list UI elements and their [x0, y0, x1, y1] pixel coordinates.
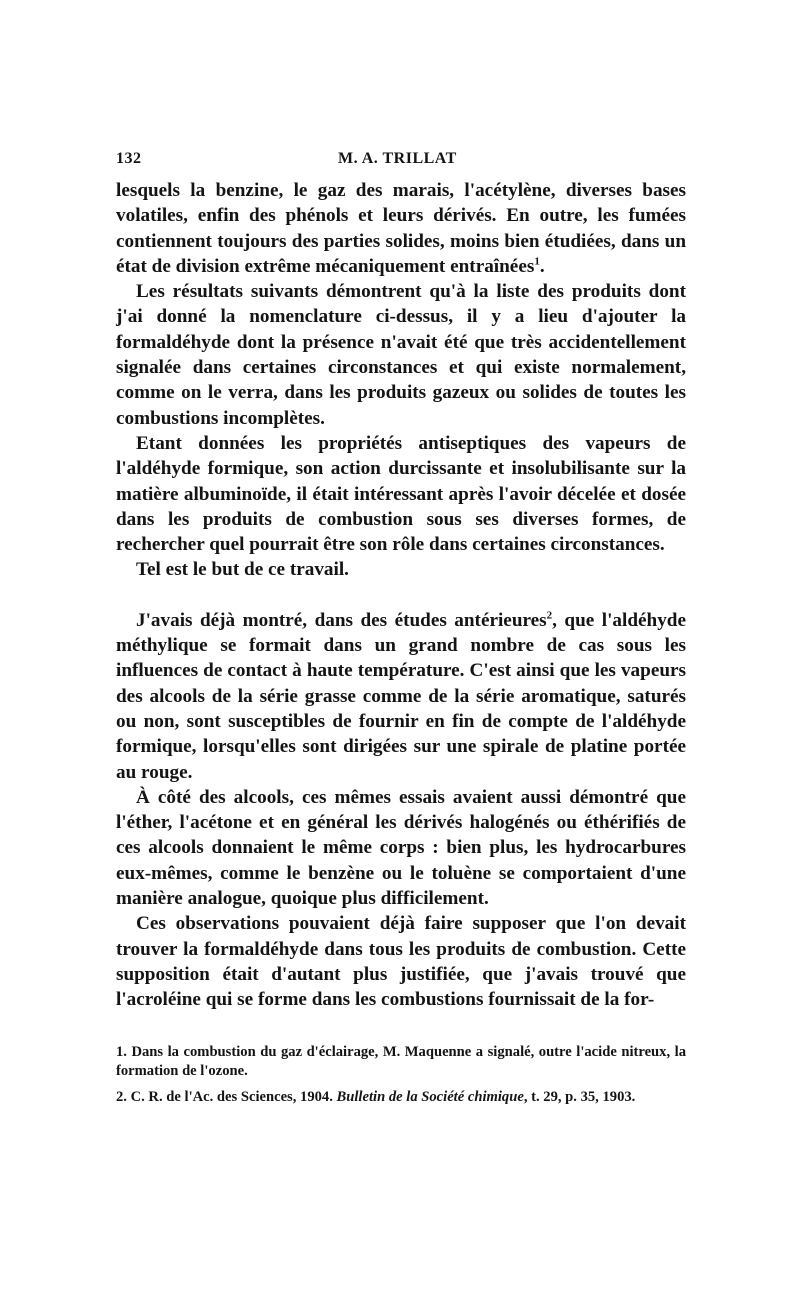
- paragraph-1-end: .: [539, 255, 545, 277]
- footnote-ref-2: 2: [546, 609, 553, 622]
- footnote-2: [116, 1088, 686, 1107]
- paragraph-5: [116, 608, 686, 785]
- footnote-1: 1. Dans la combustion du gaz d'éclairage, M. Maquenne a signalé, outre l'acide nitreux, la formation de l'ozone.: [116, 1043, 686, 1079]
- paragraph-5-rest: , que l'aldéhyde méthylique se formait dans un grand nombre de cas sous les influences de contact à haute température. C'est ainsi que les vapeurs des alcools de la série grasse comme de la série aromatique, saturés ou non, sont susceptibles de fournir en fin de compte de l'aldéhyde formique, lorsqu'elles sont dirigées sur une spirale de platine portée au rouge.: [116, 609, 686, 783]
- paragraph-1-text: lesquels la benzine, le gaz des marais, l'acétylène, diverses bases volatiles, enfin des phénols et leurs dérivés. En outre, les fumées contiennent toujours des parties solides, moins bien étudiées, dans un état de division extrême mécaniquement entraînées: [116, 180, 686, 277]
- footnote-2-start: 2. C. R. de l'Ac. des Sciences, 1904.: [116, 1089, 333, 1106]
- running-head: M. A. TRILLAT: [338, 150, 457, 167]
- page-header: [116, 150, 686, 178]
- footnote-2-end: , t. 29, p. 35, 1903.: [523, 1089, 636, 1106]
- paragraph-2: Les résultats suivants démontrent qu'à la liste des produits dont j'ai donné la nomenclature ci-dessus, il y a lieu d'ajouter la formaldéhyde dont la présence n'avait été que très accidentellement signalée dans certaines circonstances et qui existe normalement, comme on le verra, dans les produits gazeux ou solides de toutes les combustions incomplètes.: [116, 281, 686, 429]
- paragraph-1: [116, 178, 686, 279]
- paragraph-7: Ces observations pouvaient déjà faire supposer que l'on devait trouver la formaldéhyde dans tous les produits de combustion. Cette supposition était d'autant plus justifiée, que j'avais trouvé que l'acroléine qui se forme dans les combustions fournissait de la for-: [116, 913, 686, 1011]
- document-page: [116, 150, 686, 1115]
- footnote-ref-1: 1: [534, 255, 540, 268]
- footnote-2-journal: Bulletin de la Société chimique: [336, 1089, 524, 1106]
- page-number: 132: [116, 150, 142, 167]
- paragraph-4: Tel est le but de ce travail.: [136, 559, 349, 581]
- paragraph-3: Etant données les propriétés antiseptiques des vapeurs de l'aldéhyde formique, son action durcissante et insolubilisante sur la matière albuminoïde, il était intéressant après l'avoir décelée et dosée dans les produits de combustion sous ses diverses formes, de rechercher quel pourrait être son rôle dans certaines circonstances.: [116, 432, 686, 556]
- paragraph-6: À côté des alcools, ces mêmes essais avaient aussi démontré que l'éther, l'acétone et en général les dérivés halogénés ou éthérifiés de ces alcools donnaient le même corps : bien plus, les hydrocarbures eux-mêmes, comme le benzène ou le toluène se comportaient d'une manière analogue, quoique plus difficilement.: [116, 786, 686, 910]
- body-text: [116, 178, 686, 1013]
- paragraph-5-text: J'avais déjà montré, dans des études antérieures: [136, 609, 547, 631]
- footnotes: [116, 1043, 686, 1108]
